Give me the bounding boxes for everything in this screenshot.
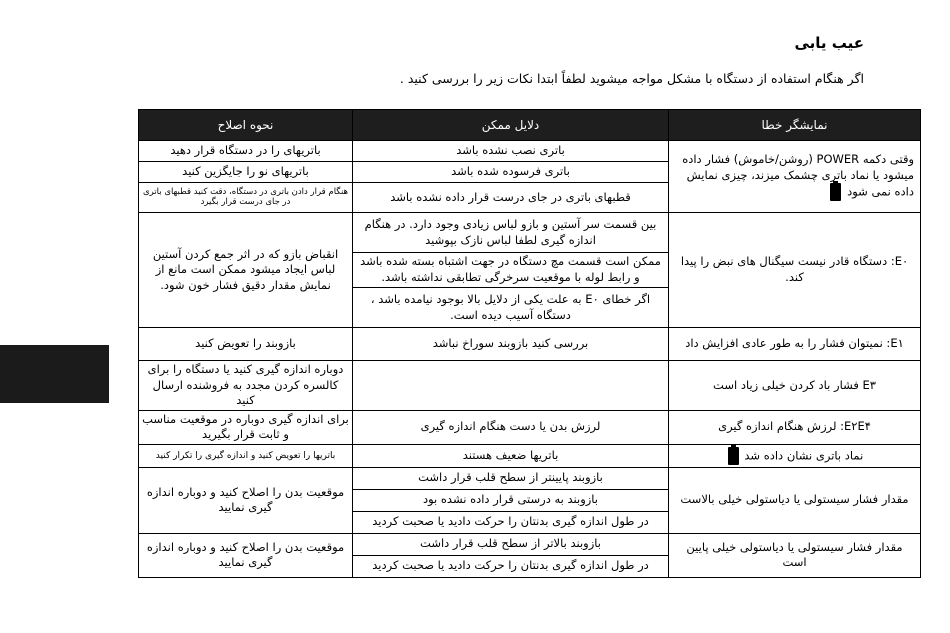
cause-cell: بازوبند بالاتر از سطح قلب قرار داشت bbox=[353, 533, 669, 555]
table-row bbox=[139, 213, 921, 253]
intro-text: اگر هنگام استفاده از دستگاه با مشکل مواجه میشوید لطفاً ابتدا نکات زیر را بررسی کنید . bbox=[399, 71, 864, 86]
fix-cell: باتریهای را در دستگاه قرار دهید bbox=[139, 141, 353, 162]
troubleshooting-table bbox=[138, 109, 921, 578]
battery-icon bbox=[830, 183, 841, 201]
table-header-row bbox=[139, 110, 921, 141]
symptom-cell: E۱: نمیتوان فشار را به طور عادی افزایش داد bbox=[669, 328, 921, 361]
page-title: عیب یابی bbox=[794, 34, 864, 52]
table-row bbox=[139, 328, 921, 361]
fix-cell: بازوبند را تعویض کنید bbox=[139, 328, 353, 361]
cause-cell: لرزش بدن یا دست هنگام اندازه گیری bbox=[353, 410, 669, 444]
cause-cell: در طول اندازه گیری بدنتان را حرکت دادید یا صحبت کردید bbox=[353, 511, 669, 533]
table-row bbox=[139, 533, 921, 555]
cause-cell bbox=[353, 361, 669, 411]
table-row bbox=[139, 444, 921, 467]
fix-cell: هنگام قرار دادن باتری در دستگاه، دقت کنید قطبهای باتری در جای درست قرار بگیرد bbox=[139, 183, 353, 213]
symptom-cell: مقدار فشار سیستولی یا دیاستولی خیلی بالاست bbox=[669, 467, 921, 533]
fix-cell: موقعیت بدن را اصلاح کنید و دوباره اندازه گیری نمایید bbox=[139, 467, 353, 533]
cause-cell: قطبهای باتری در جای درست قرار داده نشده باشد bbox=[353, 183, 669, 213]
header-fix: نحوه اصلاح bbox=[139, 110, 353, 141]
cause-cell: بازوبند به درستی قرار داده نشده بود bbox=[353, 489, 669, 511]
symptom-cell: مقدار فشار سیستولی یا دیاستولی خیلی پایین است bbox=[669, 533, 921, 577]
header-cause: دلایل ممکن bbox=[353, 110, 669, 141]
fix-cell: موقعیت بدن را اصلاح کنید و دوباره اندازه گیری نمایید bbox=[139, 533, 353, 577]
table-row bbox=[139, 410, 921, 444]
cause-cell: ممکن است قسمت مچ دستگاه در جهت اشتباه بسته شده باشد و رابط لوله با موقعیت سرخرگی تطابقی نداشته باشد. bbox=[353, 253, 669, 288]
symptom-text: نماد باتری نشان داده شد bbox=[744, 448, 864, 463]
table-row bbox=[139, 141, 921, 162]
cause-cell: باتریها ضعیف هستند bbox=[353, 444, 669, 467]
cause-cell: اگر خطای E۰ به علت یکی از دلایل بالا بوجود نیامده باشد ، دستگاه آسیب دیده است. bbox=[353, 288, 669, 328]
cause-cell: باتری فرسوده شده باشد bbox=[353, 162, 669, 183]
fix-cell: باتریهای نو را جایگزین کنید bbox=[139, 162, 353, 183]
symptom-cell: E۲E۴: لرزش هنگام اندازه گیری bbox=[669, 410, 921, 444]
symptom-cell: E۳ فشار باد کردن خیلی زیاد است bbox=[669, 361, 921, 411]
table-row bbox=[139, 467, 921, 489]
fix-cell: باتریها را تعویض کنید و اندازه گیری را تکرار کنید bbox=[139, 444, 353, 467]
table-row bbox=[139, 361, 921, 411]
side-tab-marker bbox=[0, 345, 109, 403]
cause-cell: بین قسمت سر آستین و بازو لباس زیادی وجود دارد. در هنگام اندازه گیری لطفا لباس نازک بپوشید bbox=[353, 213, 669, 253]
cause-cell: بررسی کنید بازوبند سوراخ نباشد bbox=[353, 328, 669, 361]
fix-cell: دوباره اندازه گیری کنید یا دستگاه را برای کالسره کردن مجدد به فروشنده ارسال کنید bbox=[139, 361, 353, 411]
symptom-cell bbox=[669, 141, 921, 213]
symptom-cell: E۰: دستگاه قادر نیست سیگنال های نبض را پیدا کند. bbox=[669, 213, 921, 328]
symptom-cell bbox=[669, 444, 921, 467]
symptom-text: وقتی دکمه POWER (روشن/خاموش) فشار داده میشود یا نماد باتری چشمک میزند، چیزی نمایش داده نمی شود bbox=[682, 151, 914, 199]
fix-cell: انقباض بازو که در اثر جمع کردن آستین لباس ایجاد میشود ممکن است مانع از نمایش مقدار دقیق فشار خون شود. bbox=[139, 213, 353, 328]
cause-cell: در طول اندازه گیری بدنتان را حرکت دادید یا صحبت کردید bbox=[353, 555, 669, 577]
cause-cell: بازوبند پایینتر از سطح قلب قرار داشت bbox=[353, 467, 669, 489]
header-symptom: نمایشگر خطا bbox=[669, 110, 921, 141]
fix-cell: برای اندازه گیری دوباره در موقعیت مناسب و ثابت قرار بگیرید bbox=[139, 410, 353, 444]
battery-icon bbox=[728, 447, 739, 465]
cause-cell: باتری نصب نشده باشد bbox=[353, 141, 669, 162]
